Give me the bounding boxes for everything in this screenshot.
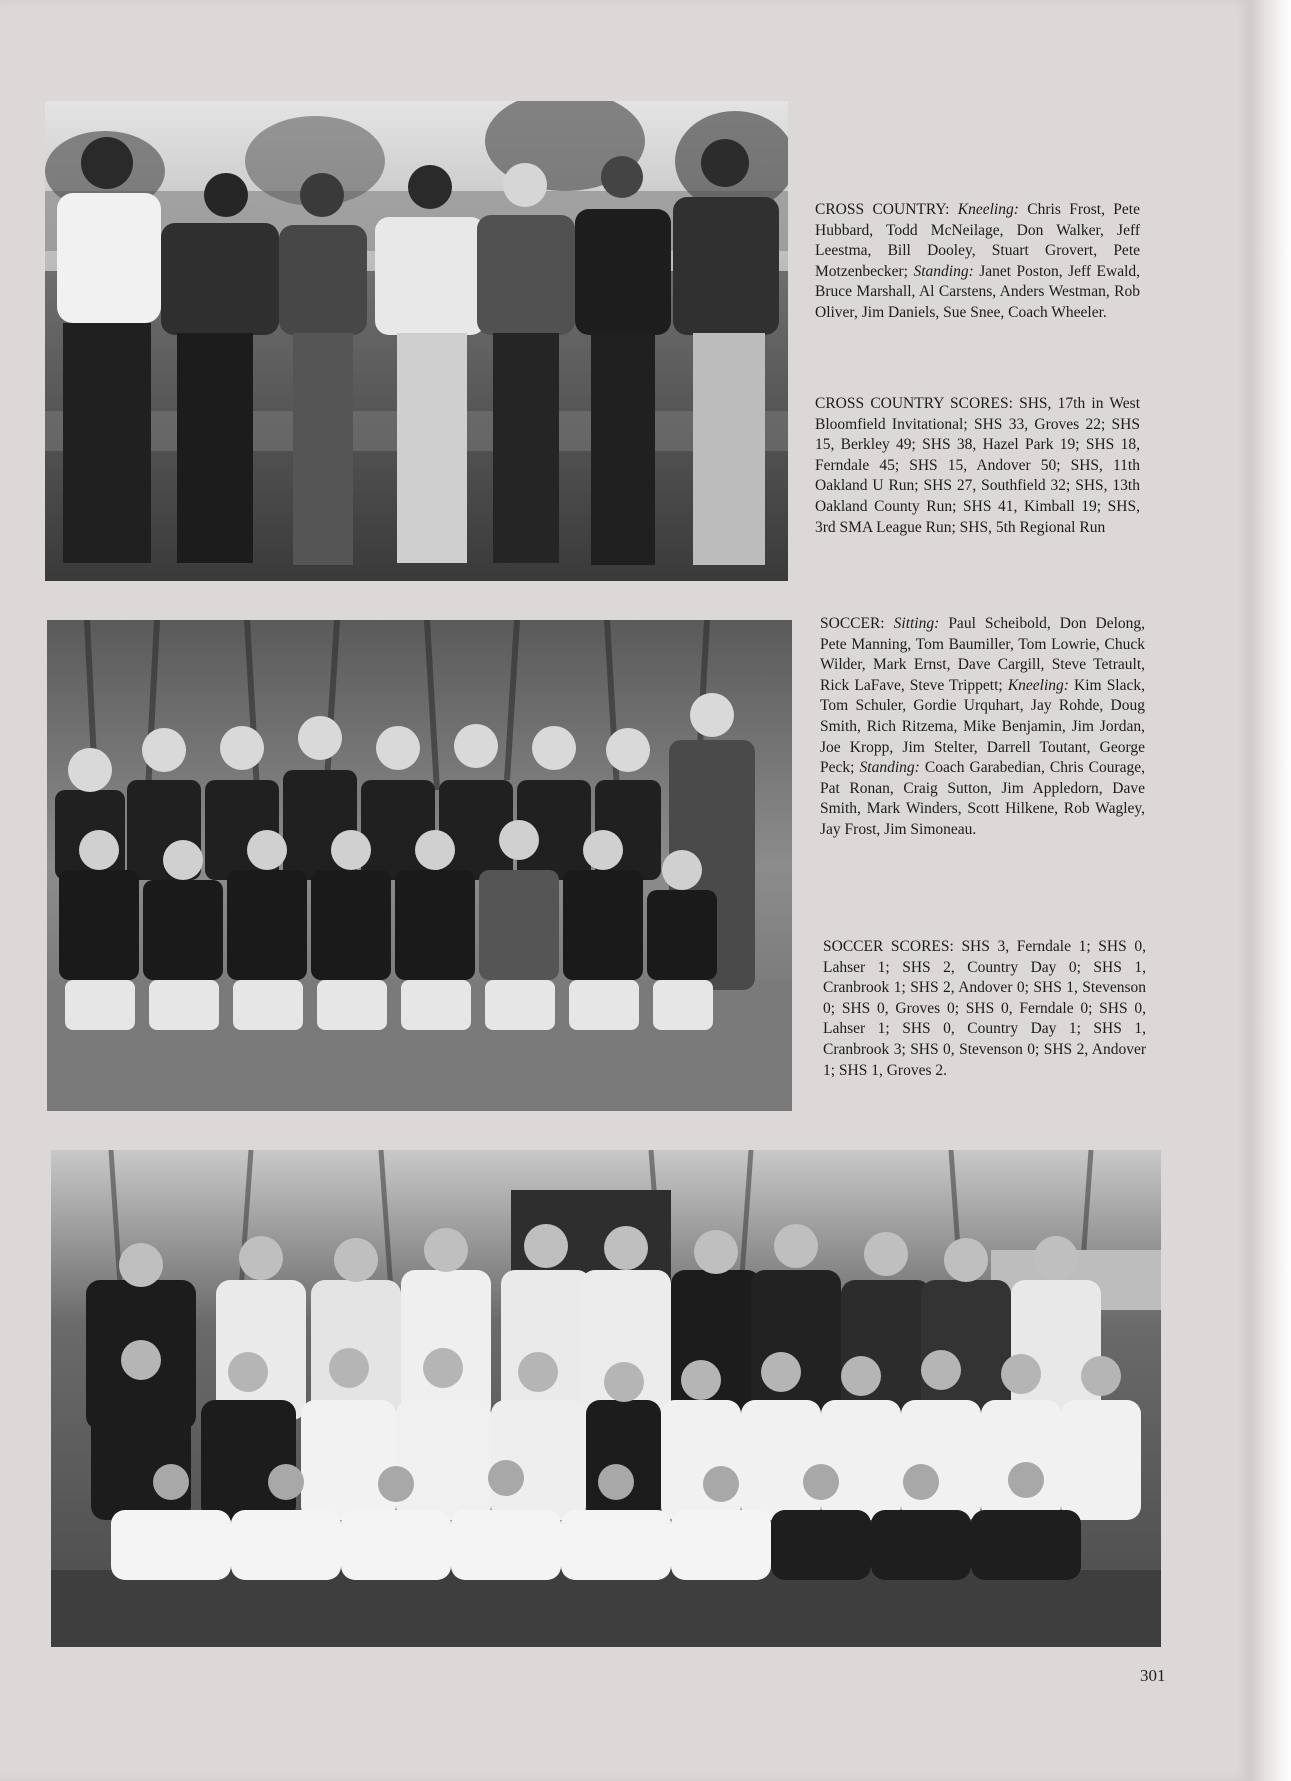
kneeling-label: Kneeling: bbox=[1007, 676, 1069, 694]
cross-country-scores-caption: CROSS COUNTRY SCORES: SHS, 17th in West Bloomfield Invitational; SHS 33, Groves 22; SHS 15, Berkley 49; SHS 38, Hazel Park 19; SHS 18, Ferndale 45; SHS 15, Andover 50; SHS, 11th Oakland U Run; SHS 27, Southfield 32; SHS, 13th Oakland County Run; SHS 41, Kimball 19; SHS, 3rd SMA League Run; SHS, 5th Regional Run bbox=[815, 395, 1140, 536]
kneeling-names: Chris Frost, Pete Hubbard, Todd McNeilage, Don Walker, Jeff Leestma, Bill Dooley, Stuart Grovert, Pete Motzenbecker; bbox=[815, 201, 1140, 280]
soccer-title: SOCCER: bbox=[820, 615, 885, 632]
soccer-photo bbox=[47, 620, 792, 1111]
standing-label: Standing: bbox=[859, 759, 920, 777]
page-number: 301 bbox=[1140, 1666, 1166, 1685]
cross-country-roster-caption bbox=[815, 200, 1140, 324]
soccer-scores-caption: SOCCER SCORES: SHS 3, Ferndale 1; SHS 0, Lahser 1; SHS 2, Country Day 0; SHS 1, Cranbrook 1; SHS 2, Andover 0; SHS 1, Stevenson 0; SHS 0, Groves 0; SHS 0, Ferndale 0; SHS 0, Lahser 1; SHS 0, Country Day 1; SHS 1, Cranbrook 3; SHS 0, Stevenson 0; SHS 2, Andover 1; SHS 1, Groves 2. bbox=[823, 938, 1146, 1079]
soccer-roster-caption bbox=[820, 614, 1145, 841]
cross-country-title: CROSS COUNTRY: bbox=[815, 201, 950, 218]
soccer-squad-photo bbox=[51, 1150, 1161, 1647]
page-edge bbox=[1250, 0, 1291, 1781]
cross-country-photo bbox=[45, 101, 788, 581]
kneeling-label: Kneeling: bbox=[957, 201, 1019, 218]
sitting-label: Sitting: bbox=[893, 615, 940, 632]
standing-label: Standing: bbox=[913, 262, 974, 280]
sitting-names: Paul Scheibold, Don Delong, Pete Manning, Tom Baumiller, Tom Lowrie, Chuck Wilder, Mark Ernst, Dave Cargill, Steve Tetrault, Rick LaFave, Steve Trippett; bbox=[820, 615, 1146, 694]
standing-names: Coach Garabedian, Chris Courage, Pat Ronan, Craig Sutton, Jim Appledorn, Dave Smith, Mark Winders, Scott Hilkene, Rob Wagley, Jay Frost, Jim Simoneau. bbox=[820, 759, 1145, 838]
standing-names: Janet Poston, Jeff Ewald, Bruce Marshall, Al Carstens, Anders Westman, Rob Oliver, Jim Daniels, Sue Snee, Coach Wheeler. bbox=[815, 262, 1141, 321]
kneeling-names: Kim Slack, Tom Schuler, Gordie Urquhart, Jay Rohde, Doug Smith, Rich Ritzema, Mike Benjamin, Jim Jordan, Joe Kropp, Jim Stelter, Darrell Toutant, George Peck; bbox=[820, 676, 1146, 777]
